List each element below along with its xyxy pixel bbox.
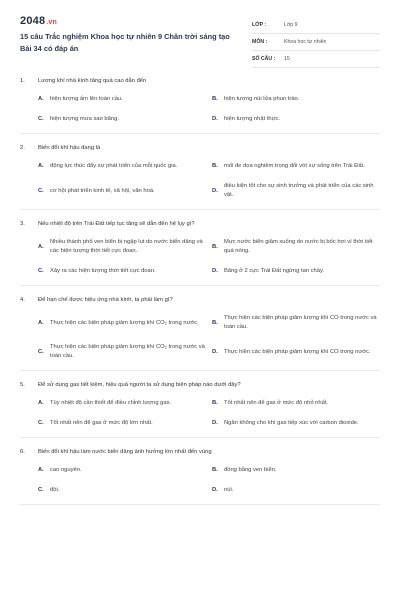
answer-option[interactable] <box>212 115 380 124</box>
answer-option[interactable] <box>212 399 380 408</box>
option-letter: D. <box>212 268 218 274</box>
answer-option[interactable] <box>38 419 206 428</box>
option-letter: B. <box>212 467 218 473</box>
option-text: Ngăn không cho khí gas tiếp xúc với carbon dioxide. <box>224 420 359 426</box>
answer-option[interactable] <box>38 399 206 408</box>
option-text: hiện tượng ấm lên toàn cầu. <box>50 96 123 102</box>
question-text: Lượng khí nhà kính tăng quá cao dẫn đến <box>38 78 147 84</box>
option-text: hiện tượng núi lửa phun trào. <box>224 96 300 102</box>
option-letter: C. <box>38 187 44 194</box>
option-text: Xảy ra các hiện tượng thời tiết cực đoan. <box>50 268 156 274</box>
question-text: Nếu nhiệt độ trên Trái Đất tiếp tục tăng sẽ dẫn đến hệ lụy gì? <box>38 221 195 227</box>
answer-option[interactable] <box>212 238 380 256</box>
option-letter: D. <box>212 487 218 493</box>
option-letter: D. <box>212 187 218 194</box>
option-text: mối đe dọa nghiêm trọng đối với sự sống trên Trái Đất. <box>224 163 365 169</box>
option-text: cơ hội phát triển kinh tế, xã hội, văn hoá. <box>50 187 155 194</box>
option-text: cao nguyên. <box>50 467 82 473</box>
answer-options <box>20 95 380 124</box>
question-list <box>20 77 380 515</box>
option-letter: D. <box>212 116 218 122</box>
option-letter: C. <box>38 420 44 426</box>
option-letter: B. <box>212 400 218 406</box>
answer-option[interactable] <box>38 314 206 332</box>
option-text: hiện tượng nhật thực. <box>224 116 281 122</box>
answer-option[interactable] <box>38 343 206 361</box>
question-text: Biến đổi khí hậu làm nước biển dâng ảnh hưởng lớn nhất đến vùng <box>38 449 212 455</box>
option-letter: A. <box>38 96 44 102</box>
info-row-subject <box>252 34 380 51</box>
option-text: Thực hiện các biện pháp giảm lượng khí CO₂ trong nước và toàn cầu. <box>50 344 205 359</box>
option-letter: C. <box>38 116 44 122</box>
option-text: đồng bằng ven biển. <box>224 467 277 473</box>
option-letter: B. <box>212 319 218 326</box>
question-number: 2. <box>20 145 25 151</box>
question-3 <box>20 220 380 286</box>
question-stem <box>20 381 380 390</box>
info-panel <box>252 17 380 68</box>
answer-option[interactable] <box>212 466 380 475</box>
question-text: Biến đổi khí hậu đang là <box>38 145 101 151</box>
answer-option[interactable] <box>212 486 380 495</box>
answer-options <box>20 162 380 200</box>
option-letter: B. <box>212 96 218 102</box>
option-letter: D. <box>212 420 218 426</box>
answer-options <box>20 314 380 361</box>
option-letter: B. <box>212 163 218 169</box>
answer-option[interactable] <box>38 267 206 276</box>
question-stem <box>20 220 380 229</box>
logo-text: 2048 <box>20 15 46 27</box>
logo-tld: .vn <box>46 19 57 26</box>
answer-option[interactable] <box>38 162 206 171</box>
answer-option[interactable] <box>38 95 206 104</box>
option-text: Tốt nhất nên để gas ở mức độ lớn nhất. <box>50 420 153 426</box>
answer-option[interactable] <box>212 343 380 361</box>
info-value: Lớp 9 <box>284 22 298 28</box>
option-text: Tùy nhiệt độ cần thiết để điều chỉnh lượng gas. <box>50 400 172 406</box>
question-number: 6. <box>20 449 25 455</box>
question-6 <box>20 448 380 505</box>
option-text: đồi. <box>50 487 60 493</box>
info-value: Khoa học tự nhiên <box>284 39 327 45</box>
answer-option[interactable] <box>38 466 206 475</box>
option-text: núi. <box>224 487 234 493</box>
info-label: MÔN : <box>252 39 268 45</box>
option-letter: A. <box>38 319 44 326</box>
question-text: Để hạn chế được hiệu ứng nhà kính, ta phải làm gì? <box>38 297 173 303</box>
question-1 <box>20 77 380 134</box>
question-2 <box>20 144 380 210</box>
site-logo[interactable] <box>20 15 57 27</box>
question-number: 4. <box>20 297 25 303</box>
answer-option[interactable] <box>212 419 380 428</box>
info-row-class <box>252 17 380 34</box>
answer-option[interactable] <box>38 182 206 200</box>
answer-option[interactable] <box>38 115 206 124</box>
option-text: Thực hiện các biện pháp giảm lượng khí CO trong nước và toàn cầu. <box>224 315 377 330</box>
info-label: LỚP : <box>252 22 267 28</box>
answer-options <box>20 238 380 276</box>
option-text: Băng ở 2 cực Trái Đất ngừng tan chảy. <box>224 268 325 274</box>
question-stem <box>20 296 380 305</box>
option-letter: C. <box>38 348 44 355</box>
answer-option[interactable] <box>212 182 380 200</box>
info-label: SỐ CÂU : <box>252 56 276 62</box>
question-stem <box>20 144 380 153</box>
question-stem <box>20 448 380 457</box>
page-title: 15 câu Trắc nghiệm Khoa học tự nhiên 9 Chân trời sáng tạo Bài 34 có đáp án <box>20 32 230 53</box>
option-text: Thực hiện các biện pháp giảm lượng khí CO₂ trong nước. <box>50 319 199 326</box>
question-5 <box>20 381 380 438</box>
question-text: Để sử dụng gas tiết kiệm, hiệu quả người ta sử dụng biện pháp nào dưới đây? <box>38 382 241 388</box>
question-stem <box>20 77 380 86</box>
answer-option[interactable] <box>38 238 206 256</box>
info-value: 15 <box>284 56 290 62</box>
question-number: 5. <box>20 382 25 388</box>
option-text: Thực hiện các biện pháp giảm lượng khí CO trong nước. <box>224 348 371 355</box>
question-number: 3. <box>20 221 25 227</box>
answer-option[interactable] <box>212 267 380 276</box>
answer-options <box>20 399 380 428</box>
option-text: Nhiều thành phố ven biển bị ngập lụt do nước biển dâng và các hiện tượng thời tiết cực đoan. <box>50 239 203 254</box>
option-letter: C. <box>38 268 44 274</box>
option-text: Tốt nhất nên để gas ở mức độ nhỏ nhất. <box>224 400 329 406</box>
option-letter: A. <box>38 400 44 406</box>
option-letter: A. <box>38 243 44 250</box>
option-letter: A. <box>38 467 44 473</box>
answer-options <box>20 466 380 495</box>
page-header <box>0 0 400 66</box>
option-text: động lực thúc đẩy sự phát triển của mỗi quốc gia. <box>50 163 178 169</box>
option-letter: D. <box>212 348 218 355</box>
answer-option[interactable] <box>212 162 380 171</box>
option-letter: B. <box>212 243 218 250</box>
question-number: 1. <box>20 78 25 84</box>
info-row-count <box>252 51 380 68</box>
option-letter: C. <box>38 487 44 493</box>
option-text: điều kiện tốt cho sự sinh trưởng và phát triển của các sinh vật. <box>224 183 374 198</box>
answer-option[interactable] <box>38 486 206 495</box>
option-text: Mực nước biển giảm xuống do nước bị bốc hơi vì thời tiết quá nóng. <box>224 239 373 254</box>
option-letter: A. <box>38 163 44 169</box>
answer-option[interactable] <box>212 95 380 104</box>
question-4 <box>20 296 380 371</box>
option-text: hiện tượng mưa sao băng. <box>50 116 119 122</box>
answer-option[interactable] <box>212 314 380 332</box>
